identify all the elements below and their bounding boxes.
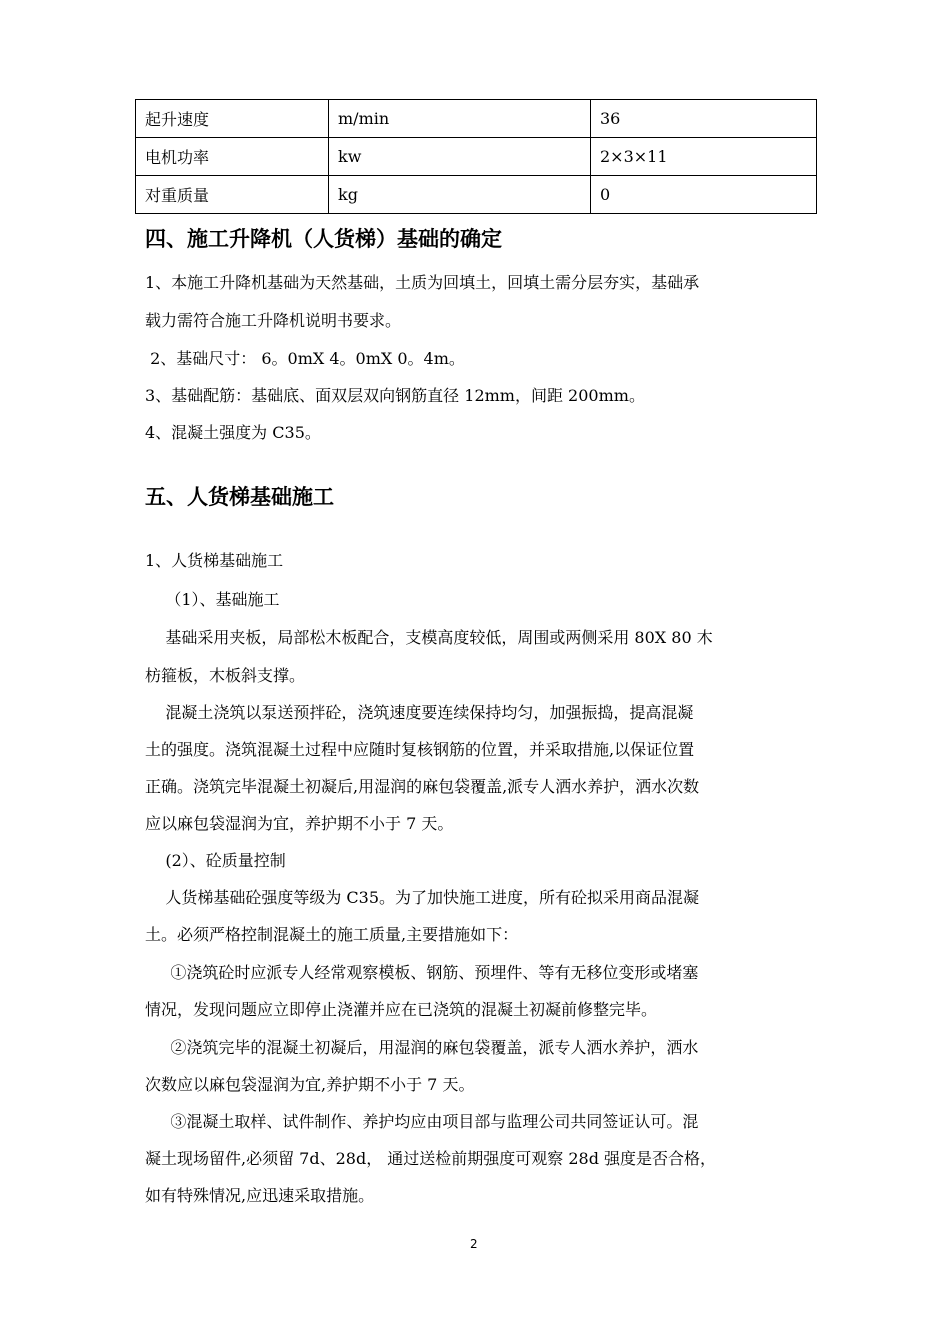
page-number: 2 (470, 1237, 478, 1251)
paragraph-line: ③混凝土取样、试件制作、养护均应由项目部与监理公司共同签证认可。混 (145, 1112, 699, 1131)
paragraph-line: 情况，发现问题应立即停止浇灌并应在已浇筑的混凝土初凝前修整完毕。 (145, 1000, 658, 1019)
table-row (136, 138, 817, 176)
paragraph-line: 3、基础配筋：基础底、面双层双向钢筋直径 12mm，间距 200mm。 (145, 386, 645, 405)
paragraph-line: 4、混凝土强度为 C35。 (145, 423, 321, 442)
table-row (136, 100, 817, 138)
paragraph-line: 枋箍板，木板斜支撑。 (145, 666, 306, 685)
paragraph-line: 载力需符合施工升降机说明书要求。 (145, 311, 402, 330)
paragraph-line: 人货梯基础砼强度等级为 C35。为了加快施工进度，所有砼拟采用商品混凝 (145, 888, 700, 907)
table-cell: kw (329, 138, 591, 176)
paragraph-line: 土的强度。浇筑混凝土过程中应随时复核钢筋的位置，并采取措施,以保证位置 (145, 740, 695, 759)
table-cell: kg (329, 176, 591, 214)
table-row (136, 176, 817, 214)
spec-table (135, 99, 817, 214)
paragraph-line: 次数应以麻包袋湿润为宜,养护期不小于 7 天。 (145, 1075, 475, 1094)
table-cell: 36 (591, 100, 817, 138)
paragraph-line: 如有特殊情况,应迅速采取措施。 (145, 1186, 375, 1205)
paragraph-line: 基础采用夹板，局部松木板配合，支模高度较低，周围或两侧采用 80X 80 木 (145, 628, 713, 647)
table-cell: 对重质量 (136, 176, 329, 214)
paragraph-line: 土。必须严格控制混凝土的施工质量,主要措施如下： (145, 925, 519, 944)
section-heading-4: 四、施工升降机（人货梯）基础的确定 (145, 227, 502, 251)
table-cell: 电机功率 (136, 138, 329, 176)
paragraph-line: 正确。浇筑完毕混凝土初凝后,用湿润的麻包袋覆盖,派专人洒水养护，洒水次数 (145, 777, 700, 796)
paragraph-line: (2）、砼质量控制 (145, 851, 286, 870)
paragraph-line: ①浇筑砼时应派专人经常观察模板、钢筋、预埋件、等有无移位变形或堵塞 (145, 963, 699, 982)
table-cell: 起升速度 (136, 100, 329, 138)
paragraph-line: （1）、基础施工 (145, 590, 280, 609)
paragraph-line: 1、人货梯基础施工 (145, 551, 284, 570)
table-cell: m/min (329, 100, 591, 138)
paragraph-line: 凝土现场留件,必须留 7d、28d， 通过送检前期强度可观察 28d 强度是否合格， (145, 1149, 717, 1168)
paragraph-line: 1、本施工升降机基础为天然基础，土质为回填土，回填土需分层夯实，基础承 (145, 273, 700, 292)
paragraph-line: ②浇筑完毕的混凝土初凝后，用湿润的麻包袋覆盖，派专人洒水养护，洒水 (145, 1038, 699, 1057)
table-cell: 0 (591, 176, 817, 214)
paragraph-line: 混凝土浇筑以泵送预拌砼，浇筑速度要连续保持均匀，加强振捣，提高混凝 (145, 703, 694, 722)
paragraph-line: 应以麻包袋湿润为宜，养护期不小于 7 天。 (145, 814, 454, 833)
table-cell: 2×3×11 (591, 138, 817, 176)
paragraph-line: 2、基础尺寸： 6。0mX 4。0mX 0。4m。 (145, 349, 465, 368)
section-heading-5: 五、人货梯基础施工 (145, 485, 334, 509)
